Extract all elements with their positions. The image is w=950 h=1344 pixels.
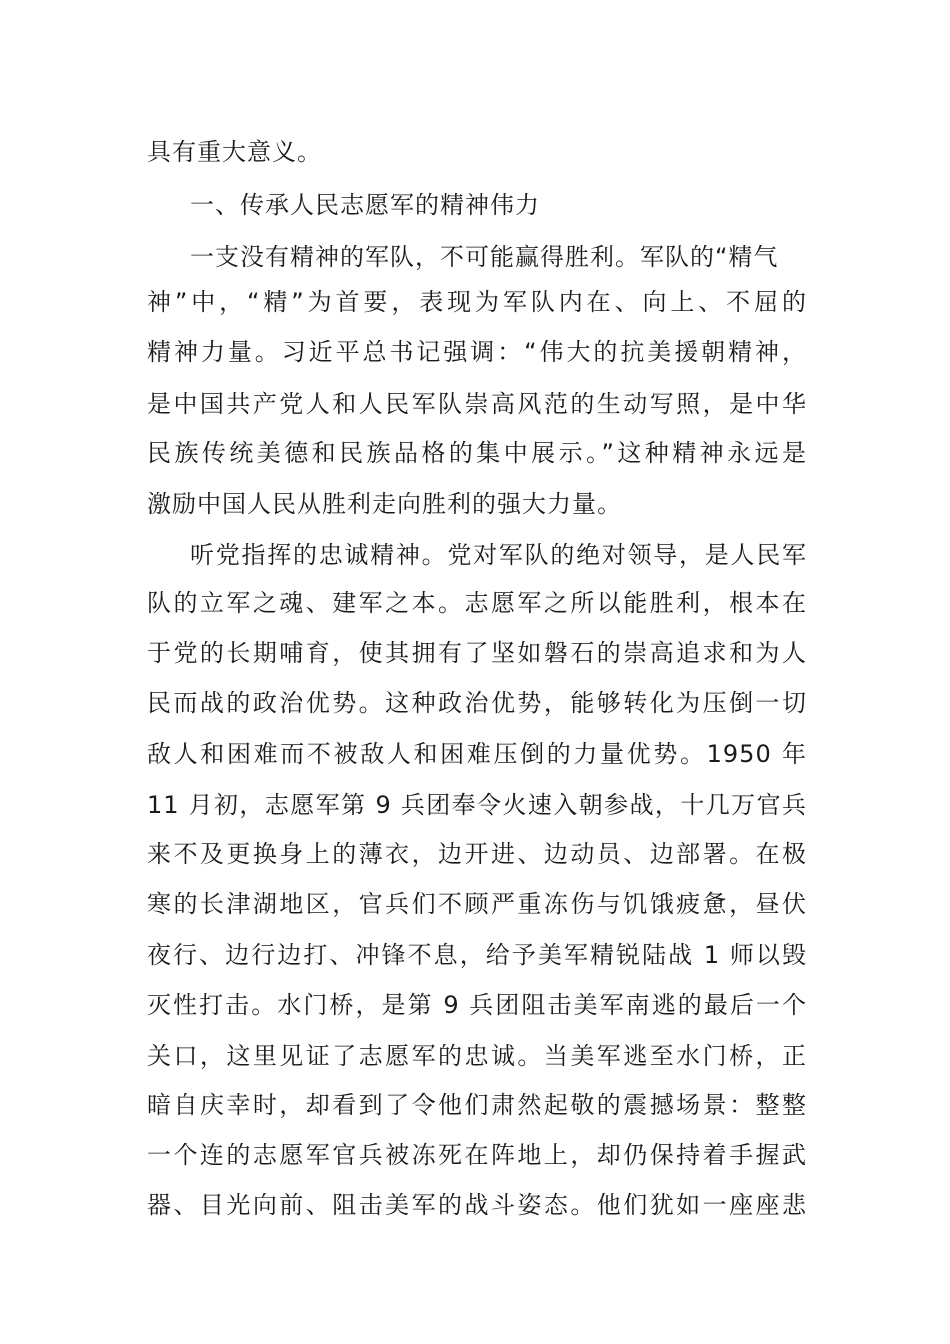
text-line: 灭性打击。水门桥，是第 9 兵团阻击美军南逃的最后一个 [147,991,807,1019]
text-line: 神”中，“精”为首要，表现为军队内在、向上、不屈的 [147,288,807,316]
text-line: 激励中国人民从胜利走向胜利的强大力量。 [147,490,622,518]
section-heading: 一、传承人民志愿军的精神伟力 [190,191,540,219]
text-line: 一支没有精神的军队，不可能赢得胜利。军队的“精气 [190,243,779,271]
text-line: 一个连的志愿军官兵被冻死在阵地上，却仍保持着手握武 [147,1141,807,1169]
text-line: 于党的长期哺育，使其拥有了坚如磐石的崇高追求和为人 [147,639,807,667]
text-line: 11 月初，志愿军第 9 兵团奉令火速入朝参战，十几万官兵 [147,791,807,819]
text-line: 民而战的政治优势。这种政治优势，能够转化为压倒一切 [147,689,807,717]
text-line: 器、目光向前、阻击美军的战斗姿态。他们犹如一座座悲 [147,1191,807,1219]
text-line: 民族传统美德和民族品格的集中展示。”这种精神永远是 [147,439,807,467]
text-line: 来不及更换身上的薄衣，边开进、边动员、边部署。在极 [147,840,807,868]
text-line: 听党指挥的忠诚精神。党对军队的绝对领导，是人民军 [190,541,807,569]
text-line: 关口，这里见证了志愿军的忠诚。当美军逃至水门桥，正 [147,1042,807,1070]
text-line: 队的立军之魂、建军之本。志愿军之所以能胜利，根本在 [147,589,807,617]
text-line: 夜行、边行边打、冲锋不息，给予美军精锐陆战 1 师以毁 [147,941,807,969]
text-line: 暗自庆幸时，却看到了令他们肃然起敬的震撼场景：整整 [147,1091,807,1119]
text-line: 具有重大意义。 [147,138,322,166]
text-line: 精神力量。习近平总书记强调：“伟大的抗美援朝精神， [147,338,807,366]
text-line: 是中国共产党人和人民军队崇高风范的生动写照，是中华 [147,390,807,418]
text-line: 敌人和困难而不被敌人和困难压倒的力量优势。1950 年 [147,740,807,768]
text-line: 寒的长津湖地区，官兵们不顾严重冻伤与饥饿疲惫，昼伏 [147,890,807,918]
